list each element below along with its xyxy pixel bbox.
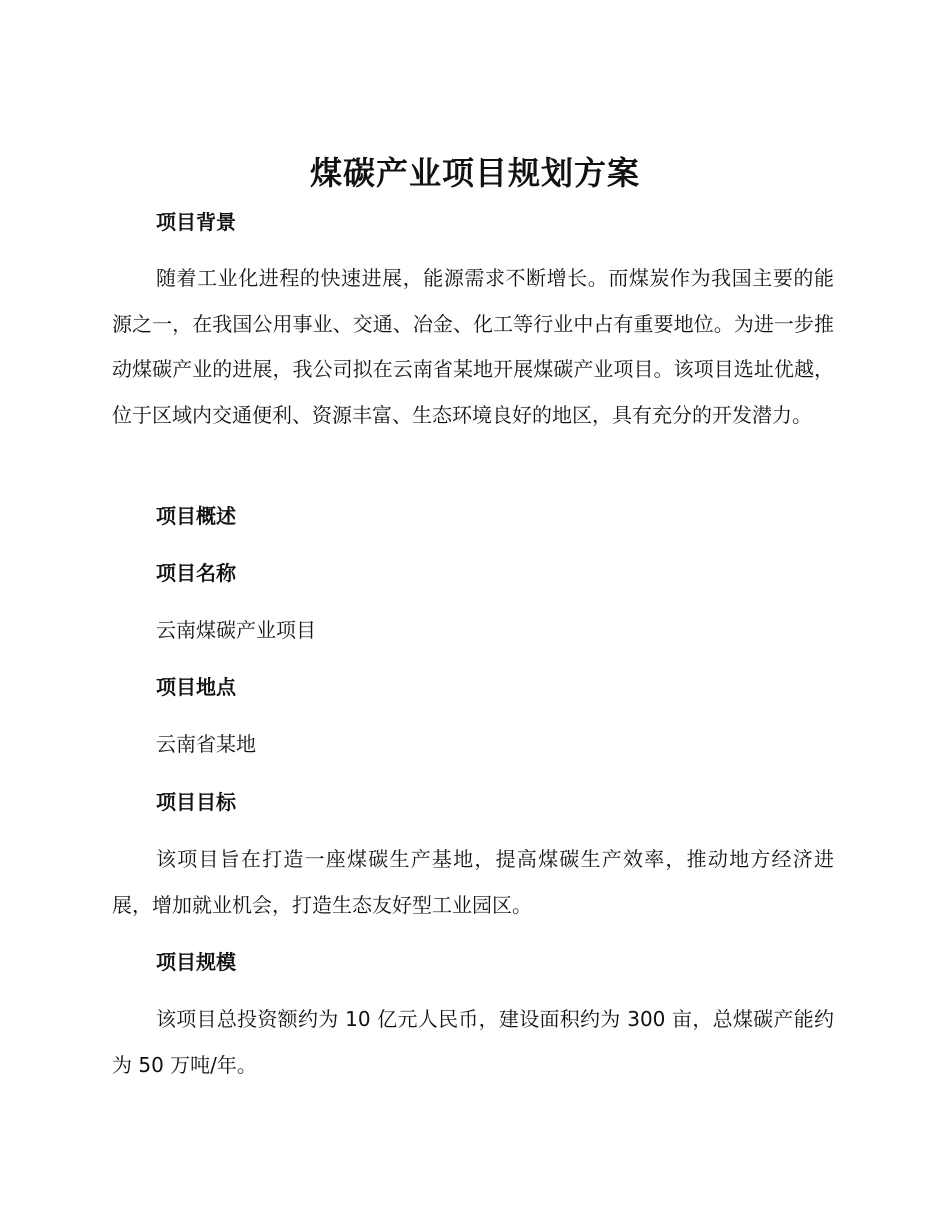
heading-project-goal: 项目目标 <box>156 790 236 814</box>
heading-background: 项目背景 <box>156 210 236 234</box>
paragraph-project-scale: 该项目总投资额约为 10 亿元人民币，建设面积约为 300 亩，总煤碳产能约为 50 万吨/年。 <box>112 1007 834 1077</box>
heading-overview: 项目概述 <box>156 504 236 528</box>
heading-project-name: 项目名称 <box>156 561 236 585</box>
document-title: 煤碳产业项目规划方案 <box>309 154 640 192</box>
project-name-value: 云南煤碳产业项目 <box>156 618 316 642</box>
project-location-value: 云南省某地 <box>156 732 256 756</box>
paragraph-project-goal: 该项目旨在打造一座煤碳生产基地，提高煤碳生产效率，推动地方经济进展，增加就业机会，打造生态友好型工业园区。 <box>112 847 834 917</box>
paragraph-background: 随着工业化进程的快速进展，能源需求不断增长。而煤炭作为我国主要的能源之一，在我国公用事业、交通、冶金、化工等行业中占有重要地位。为进一步推动煤碳产业的进展，我公司拟在云南省某地开展煤碳产业项目。该项目选址优越，位于区域内交通便利、资源丰富、生态环境良好的地区，具有充分的开发潜力。 <box>112 266 834 427</box>
heading-project-scale: 项目规模 <box>156 950 236 974</box>
heading-project-location: 项目地点 <box>156 675 236 699</box>
